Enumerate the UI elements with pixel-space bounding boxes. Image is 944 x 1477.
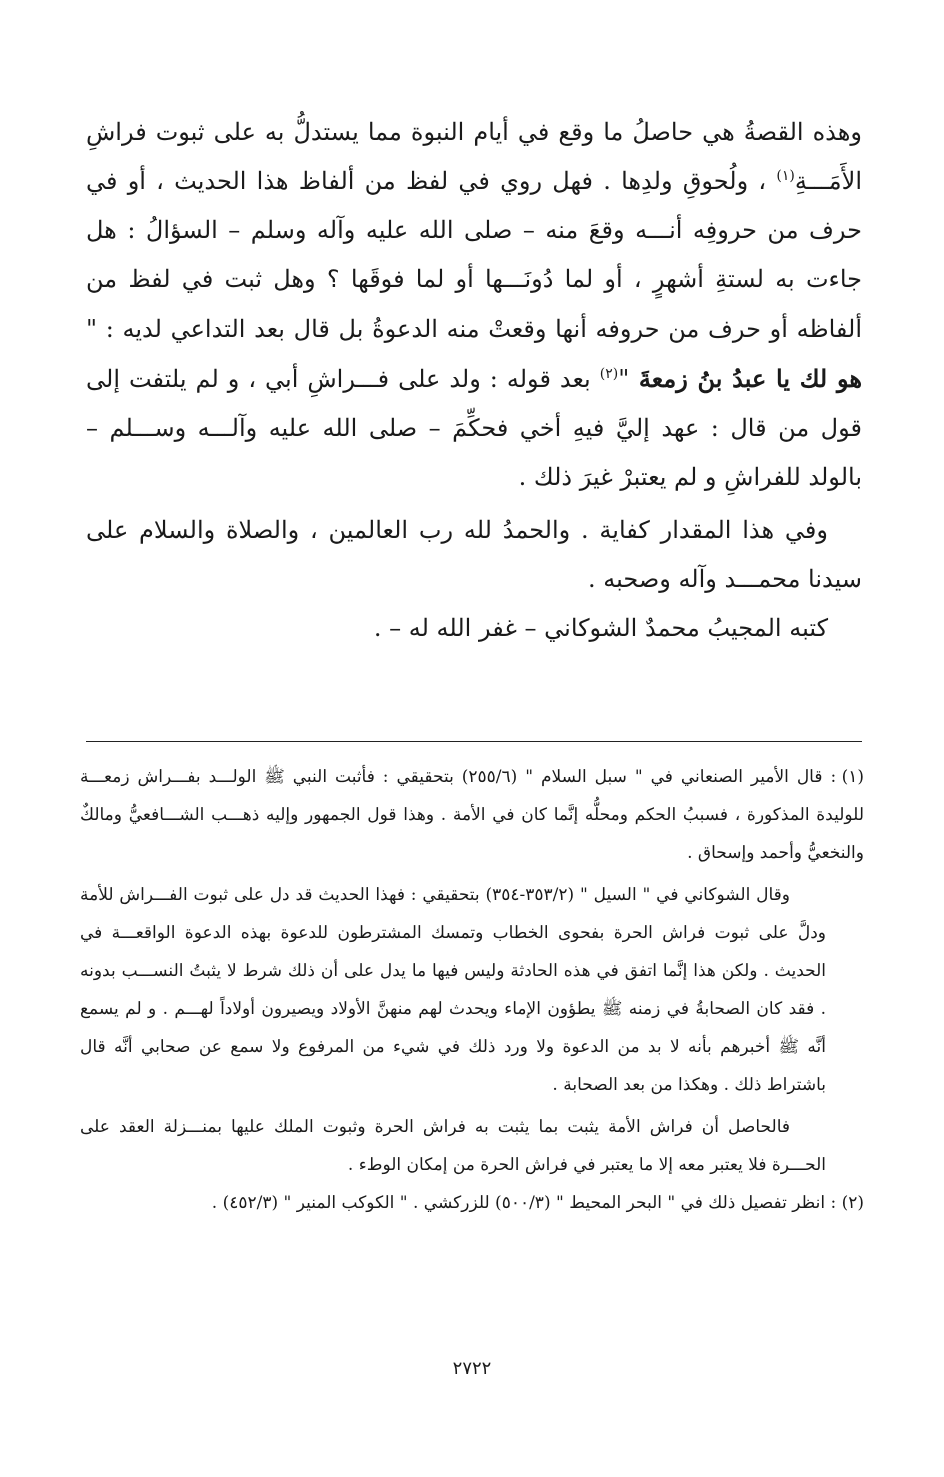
paragraph-1-middle: ، ولُحوقِ ولدِها . فهل روي في لفظ من ألفاظ هذا الحديث ، أو في حرف من حروفِه أنـــه وقعَ منه – صلى الله عليه وآله وسلم – السؤالُ : هل جاءت به لستةِ أشهرٍ ، أو لما دُونَـــها أو لما فوقَها ؟ وهل ثبت في لفظ من ألفاظه أو حرف من حروفه أنها وقعتْ منه الدعوةُ بل قال بعد التداعي لديه : " — [86, 167, 862, 343]
footnote-2-number: (٢) : — [830, 1193, 864, 1213]
footnote-1-paragraph-c: فالحاصل أن فراش الأمة يثبت بما يثبت به فراش الحرة وثبوت الملك عليها بمنـــزلة العقد على الحـــرة فلا يعتبر معه إلا ما يعتبر في فراش الحرة من إمكان الوطء . — [80, 1117, 826, 1175]
paragraph-1 — [86, 108, 862, 502]
footnote-1-text-a: قال الأمير الصنعاني في " سبل السلام " (٢٥٥/٦) بتحقيقي : فأثبت النبي ﷺ الولـــد بفـــراش زمعـــة للوليدة المذكورة ، فسببُ الحكم ومحلُّه إنَّما كان في الأمة . وهذا قول الجمهور وإليه ذهـــب الشـــافعيُّ ومالكٌ والنخعيُّ وأحمد وإسحاق . — [80, 767, 864, 863]
hadith-quote-close: " — [618, 365, 630, 393]
hadith-quote: هو لك يا عبدُ بنُ زمعةَ — [629, 364, 862, 393]
footnote-2 — [80, 1184, 864, 1222]
footnote-divider — [86, 741, 862, 742]
signature-line: كتبه المجيبُ محمدٌ الشوكاني – غفر الله له – . — [373, 614, 828, 642]
footnotes — [80, 758, 864, 1222]
footnote-ref-2: (٢) — [599, 366, 619, 382]
footnote-2-text: انظر تفصيل ذلك في " البحر المحيط " (٥٠٠/٣) للزركشي . " الكوكب المنير " (٤٥٢/٣) . — [211, 1193, 826, 1213]
footnote-1-paragraph-b: وقال الشوكاني في " السيل " (٣٥٣/٢-٣٥٤) بتحقيقي : فهذا الحديث قد دل على ثبوت الفـــراش للأمة ودلَّ على ثبوت فراش الحرة بفحوى الخطاب وتمسك المشترطون للدعوة بهذه الدعوة الواقعـــة في الحديث . ولكن هذا إنَّما اتفق في هذه الحادثة وليس فيها ما يدل على أن ذلك شرط لا يثبتُ النســـب بدونه . فقد كان الصحابةُ في زمنه ﷺ يطؤون الإماء ويحدث لهم منهنَّ الأولاد ويصيرون أولاداً لهـــم . و لم يسمع أنَّه ﷺ أخبرهم بأنه لا بد من الدعوة ولا ورد ذلك في شيء من المرفوع ولا سمع عن صحابي أنَّه قال باشتراط ذلك . وهكذا من بعد الصحابة . — [80, 885, 826, 1095]
footnote-1-number: (١) : — [830, 767, 864, 787]
main-text — [86, 108, 862, 653]
paragraph-2: وفي هذا المقدار كفاية . والحمدُ لله رب العالمين ، والصلاة والسلام على سيدنا محمـــد وآله وصحبه . — [86, 516, 862, 593]
paragraph-1-end: بعد قوله : ولد على فـــراشِ أبي ، و لم يلتفت إلى قول من قال : عهد إليَّ فيهِ أخي فحكِّمَ – صلى الله عليه وآلـــه وســـلم – بالولد للفراشِ و لم يعتبرْ غيرَ ذلك . — [86, 365, 862, 491]
page-number: ٢٧٢٢ — [452, 1358, 492, 1379]
footnote-1 — [80, 758, 864, 872]
footnote-ref-1: (١) — [776, 168, 795, 184]
paragraph-1-start: وهذه القصةُ هي حاصلُ ما وقع في أيام النبوة مما يستدلُّ به على ثبوت فراشِ الأَمَـــةِ — [86, 118, 862, 195]
